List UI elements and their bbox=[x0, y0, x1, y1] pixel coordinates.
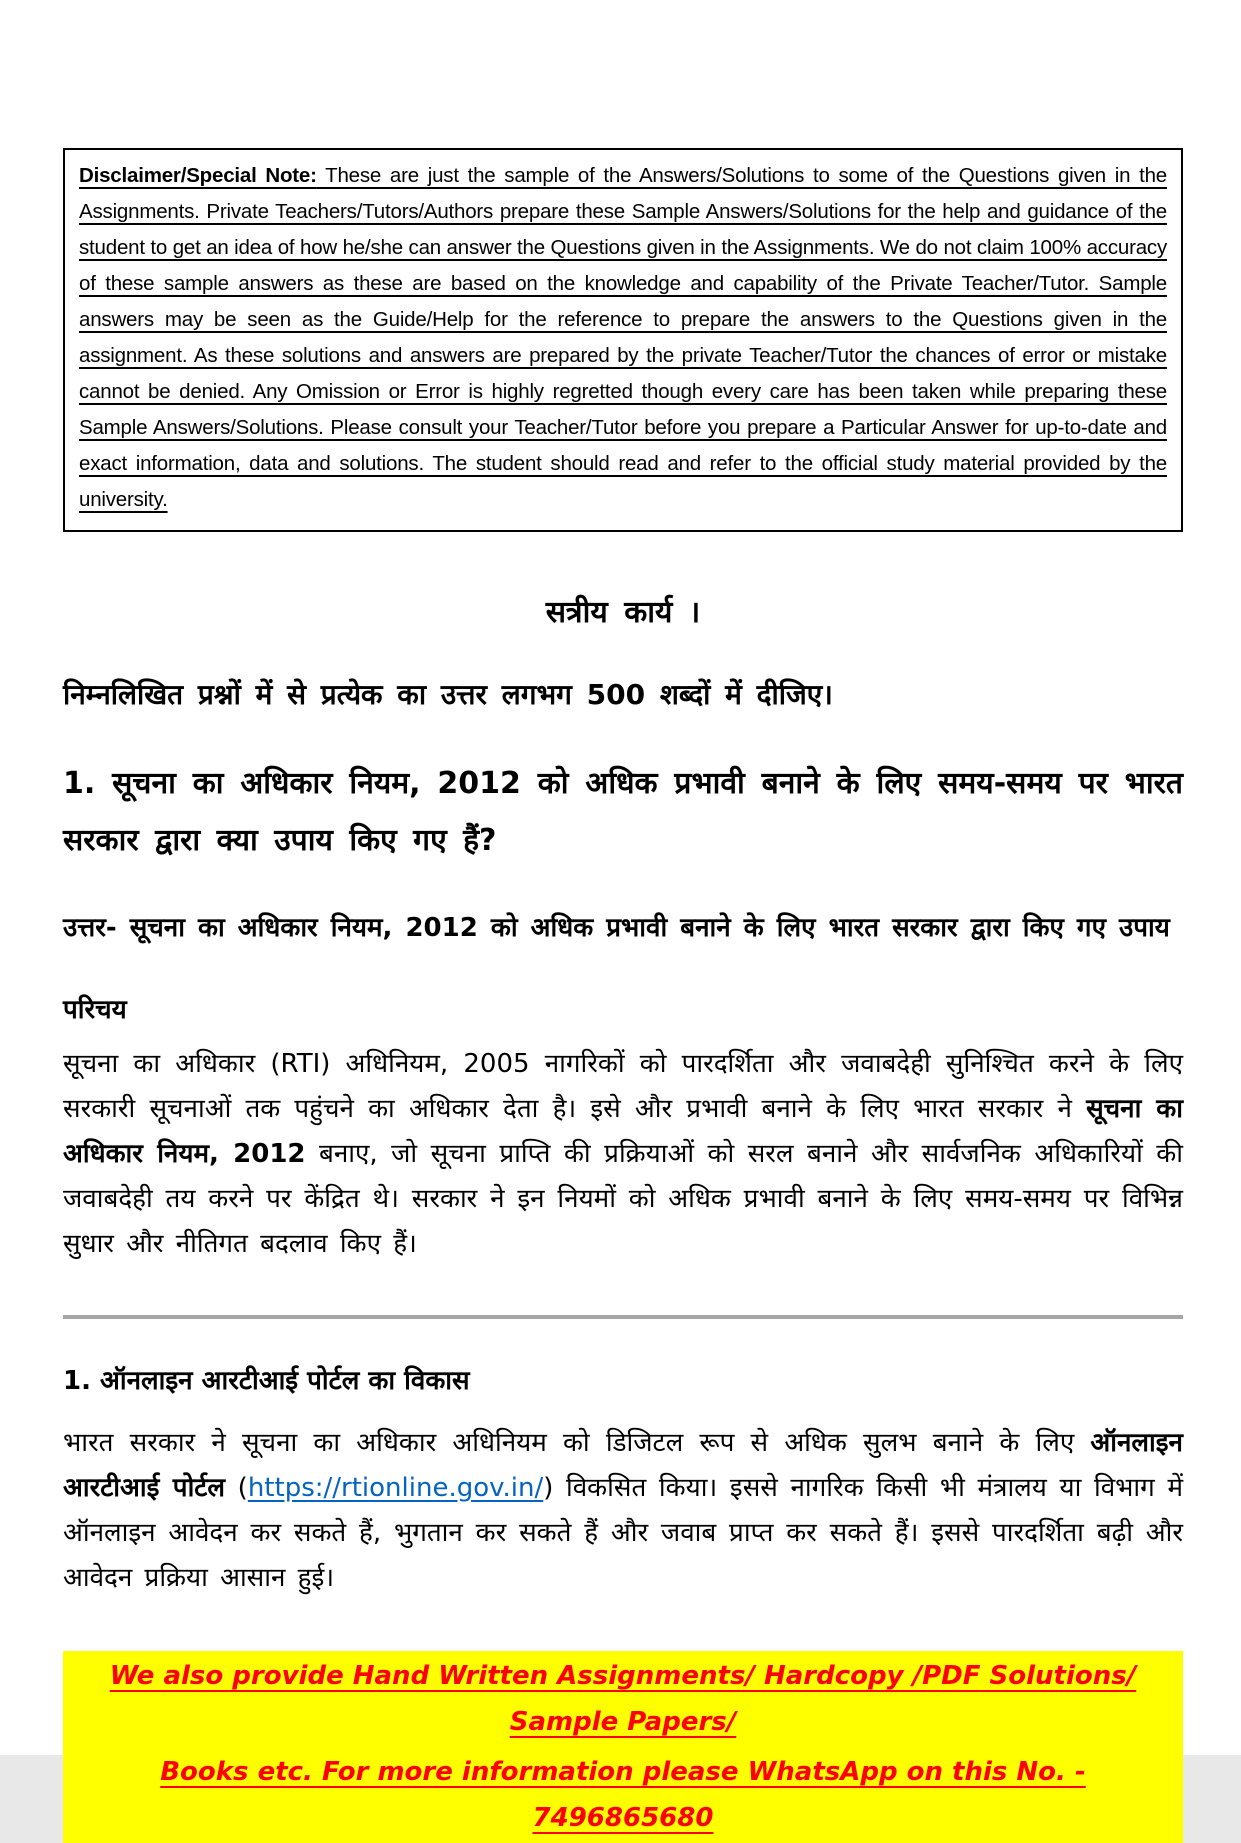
intro-paragraph bbox=[63, 1042, 1183, 1267]
page-title: सत्रीय कार्य । bbox=[545, 595, 701, 630]
answer-heading bbox=[63, 905, 1183, 952]
intro-text-bold: सूचना का अधिकार नियम, 2012 bbox=[63, 1094, 1183, 1169]
paren-open: ( bbox=[225, 1473, 248, 1503]
question-1-heading bbox=[63, 755, 1183, 869]
section-1-text-bold: ऑनलाइन आरटीआई पोर्टल bbox=[63, 1428, 1183, 1503]
section-1-paragraph bbox=[63, 1421, 1183, 1601]
section-1-text-part2: ) विकसित किया। इससे नागरिक किसी भी मंत्रालय या विभाग में ऑनलाइन आवेदन कर सकते हैं, भुगतान कर सकते हैं और जवाब प्राप्त कर सकते हैं। इससे पारदर्शिता बढ़ी और आवेदन प्रक्रिया आसान हुई। bbox=[63, 1473, 1183, 1593]
disclaimer-box bbox=[63, 148, 1183, 532]
promo-footer-line2: Books etc. For more information please WhatsApp on this No. - 7496865680 bbox=[63, 1747, 1183, 1843]
disclaimer-paragraph bbox=[79, 158, 1167, 518]
promo-footer-line1: We also provide Hand Written Assignments/ Hardcopy /PDF Solutions/ Sample Papers/ bbox=[63, 1651, 1183, 1747]
section-1-heading: 1. ऑनलाइन आरटीआई पोर्टल का विकास bbox=[63, 1366, 470, 1396]
disclaimer-body-text: These are just the sample of the Answers/Solutions to some of the Questions given in the Assignments. Private Teachers/Tutors/Authors prepare these Sample Answers/Solutions for the help and guidance of the student to get an idea of how he/she can answer the Questions given in the Assignments. We do not claim 100% accuracy of these sample answers as these are based on the knowledge and capability of the Private Teacher/Tutor. Sample answers may be seen as the Guide/Help for the reference to prepare the answers to the Questions given in the assignment. As these solutions and answers are prepared by the private Teacher/Tutor the chances of error or mistake cannot be denied. Any Omission or Error is highly regretted though every care has been taken while preparing these Sample Answers/Solutions. Please consult your Teacher/Tutor before you prepare a Particular Answer for up-to-date and exact information, data and solutions. The student should read and refer to the official study material provided by the university. bbox=[79, 164, 1167, 511]
answer-label: उत्तर- bbox=[63, 913, 117, 943]
promo-footer bbox=[63, 1651, 1183, 1843]
section-1-text-part1: भारत सरकार ने सूचना का अधिकार अधिनियम को डिजिटल रूप से अधिक सुलभ बनाने के लिए bbox=[63, 1428, 1091, 1458]
question-1-text: सूचना का अधिकार नियम, 2012 को अधिक प्रभावी बनाने के लिए समय-समय पर भारत सरकार द्वारा क्या उपाय किए गए हैं? bbox=[63, 766, 1183, 858]
instruction-text: निम्नलिखित प्रश्नों में से प्रत्येक का उत्तर लगभग 500 शब्दों में दीजिए। bbox=[63, 678, 833, 711]
section-divider bbox=[63, 1315, 1183, 1319]
disclaimer-label: Disclaimer/Special Note: bbox=[79, 164, 317, 187]
rti-portal-link[interactable]: https://rtionline.gov.in/ bbox=[247, 1473, 544, 1503]
intro-heading: परिचय bbox=[63, 995, 127, 1025]
question-1-number: 1. bbox=[63, 766, 96, 801]
intro-text-part1: सूचना का अधिकार (RTI) अधिनियम, 2005 नागरिकों को पारदर्शिता और जवाबदेही सुनिश्चित करने के लिए सरकारी सूचनाओं तक पहुंचने का अधिकार देता है। इसे और प्रभावी बनाने के लिए भारत सरकार ने bbox=[63, 1049, 1183, 1124]
answer-heading-text: सूचना का अधिकार नियम, 2012 को अधिक प्रभावी बनाने के लिए भारत सरकार द्वारा किए गए उपाय bbox=[129, 913, 1170, 943]
intro-text-part2: बनाए, जो सूचना प्राप्ति की प्रक्रियाओं को सरल बनाने और सार्वजनिक अधिकारियों की जवाबदेही तय करने पर केंद्रित थे। सरकार ने इन नियमों को अधिक प्रभावी बनाने के लिए समय-समय पर विभिन्न सुधार और नीतिगत बदलाव किए हैं। bbox=[63, 1139, 1184, 1259]
